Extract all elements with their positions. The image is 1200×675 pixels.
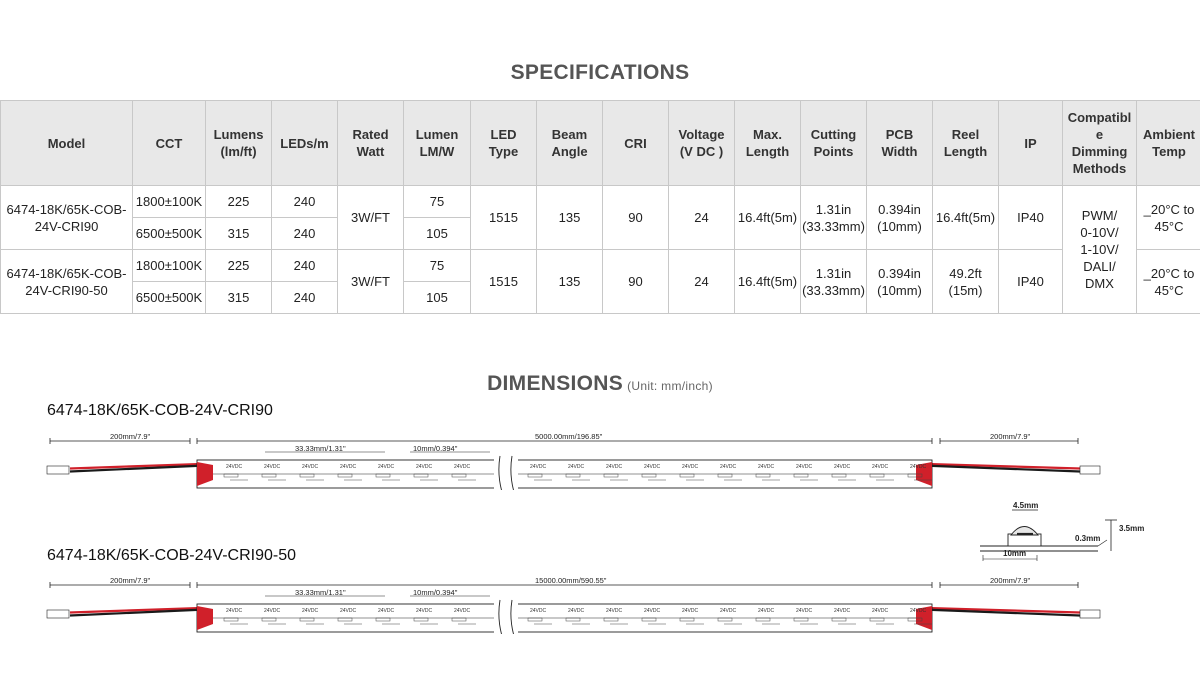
pcb-thickness-text: 0.3mm [1075,534,1101,543]
cell-voltage: 24 [669,186,735,250]
specifications-table [0,100,1200,314]
header-reel-length: Reel Length [933,101,999,186]
pcb-voltage-mark: 24VDC [910,608,927,614]
pcb-voltage-mark: 24VDC [340,464,357,470]
cell-beam-angle: 135 [537,186,603,250]
cell-cri: 90 [603,250,669,314]
strip-drawing-2 [0,572,1200,634]
header-leds: LEDs/m [272,101,338,186]
dimensions-unit: (Unit: mm/inch) [627,379,713,393]
cell-cct: 1800±100K [133,186,206,218]
pcb-voltage-mark: 24VDC [606,464,623,470]
break-gap [494,456,518,490]
pcb-voltage-mark: 24VDC [796,608,813,614]
strip-drawing-1 [0,428,1200,490]
pcb-voltage-mark: 24VDC [454,608,471,614]
pcb-voltage-mark: 24VDC [758,608,775,614]
cell-ip: IP40 [999,186,1063,250]
pcb-voltage-mark: 24VDC [644,608,661,614]
pcb-voltage-mark: 24VDC [872,608,889,614]
header-ambient-temp: Ambient Temp [1137,101,1200,186]
cell-leds: 240 [272,218,338,250]
pcb-voltage-mark: 24VDC [568,464,585,470]
wire-end-right [1080,610,1100,618]
cell-rated-watt: 3W/FT [338,250,404,314]
total-length-text: 5000.00mm/196.85" [535,432,603,441]
wire-end-left [47,466,69,474]
top-width-text: 4.5mm [1013,501,1039,510]
header-cct: CCT [133,101,206,186]
cell-model: 6474-18K/65K-COB- 24V-CRI90-50 [1,250,133,314]
cell-pcb-width: 0.394in (10mm) [867,186,933,250]
cell-cri: 90 [603,186,669,250]
pcb-voltage-mark: 24VDC [226,464,243,470]
table-row [1,186,1200,218]
pcb-voltage-mark: 24VDC [834,464,851,470]
pcb-voltage-mark: 24VDC [454,464,471,470]
cell-ambient-temp: _20°C to 45°C [1137,186,1200,250]
cell-lumens: 315 [206,218,272,250]
cell-led-type: 1515 [471,186,537,250]
cell-rated-watt: 3W/FT [338,186,404,250]
lead-right-length-text: 200mm/7.9" [990,576,1031,585]
pcb-voltage-mark: 24VDC [530,608,547,614]
cell-cutting-points: 1.31in (33.33mm) [801,186,867,250]
width-text: 10mm/0.394" [413,588,458,597]
header-model: Model [1,101,133,186]
pcb-voltage-mark: 24VDC [378,608,395,614]
cell-cct: 1800±100K [133,250,206,282]
pcb-voltage-mark: 24VDC [226,608,243,614]
cell-cct: 6500±500K [133,218,206,250]
drawing-2-model-label: 6474-18K/65K-COB-24V-CRI90-50 [47,547,297,564]
pcb-voltage-mark: 24VDC [758,464,775,470]
table-header-row [1,101,1200,186]
pcb-voltage-mark: 24VDC [264,608,281,614]
header-voltage: Voltage (V DC ) [669,101,735,186]
pcb-voltage-mark: 24VDC [340,608,357,614]
cell-leds: 240 [272,186,338,218]
pcb-voltage-mark: 24VDC [796,464,813,470]
cell-lumens: 225 [206,250,272,282]
header-cutting-points: Cutting Points [801,101,867,186]
cell-ip: IP40 [999,250,1063,314]
led-base [1008,534,1041,546]
cell-model: 6474-18K/65K-COB- 24V-CRI90 [1,186,133,250]
pcb-voltage-mark: 24VDC [606,608,623,614]
wire-end-left [47,610,69,618]
header-lumen-lmw: Lumen LM/W [404,101,471,186]
header-cri: CRI [603,101,669,186]
cell-leds: 240 [272,250,338,282]
total-length-text: 15000.00mm/590.55" [535,576,607,585]
cell-lumens: 225 [206,186,272,218]
header-dimming-methods: Compatibl e Dimming Methods [1063,101,1137,186]
pcb-width-text: 10mm [1003,549,1027,558]
cell-led-type: 1515 [471,250,537,314]
segment-length-text: 33.33mm/1.31" [295,588,346,597]
cell-pcb-width: 0.394in (10mm) [867,250,933,314]
cell-reel-length: 16.4ft(5m) [933,186,999,250]
break-gap [494,600,518,634]
header-led-type: LED Type [471,101,537,186]
lead-left-length-text: 200mm/7.9" [110,576,151,585]
cell-lumen-lmw: 75 [404,250,471,282]
pcb-voltage-mark: 24VDC [568,608,585,614]
lead-left-length-text: 200mm/7.9" [110,432,151,441]
table-row [1,250,1200,282]
cell-lumen-lmw: 105 [404,218,471,250]
specifications-title: SPECIFICATIONS [510,61,690,84]
pcb-voltage-mark: 24VDC [834,608,851,614]
cell-max-length: 16.4ft(5m) [735,186,801,250]
cell-beam-angle: 135 [537,250,603,314]
header-ip: IP [999,101,1063,186]
cell-reel-length: 49.2ft (15m) [933,250,999,314]
cell-voltage: 24 [669,250,735,314]
header-rated-watt: Rated Watt [338,101,404,186]
cell-lumens: 315 [206,282,272,314]
dimensions-title: DIMENSIONS (Unit: mm/inch) [487,372,713,395]
cell-dimming-methods: PWM/ 0-10V/ 1-10V/ DALI/ DMX [1063,186,1137,314]
header-lumens: Lumens (lm/ft) [206,101,272,186]
lead-right-length-text: 200mm/7.9" [990,432,1031,441]
pcb-voltage-mark: 24VDC [682,464,699,470]
pcb-voltage-mark: 24VDC [416,464,433,470]
pcb-voltage-mark: 24VDC [378,464,395,470]
pcb-voltage-mark: 24VDC [720,608,737,614]
header-beam-angle: Beam Angle [537,101,603,186]
pcb-voltage-mark: 24VDC [302,464,319,470]
pcb-voltage-mark: 24VDC [682,608,699,614]
pcb-voltage-mark: 24VDC [872,464,889,470]
width-text: 10mm/0.394" [413,444,458,453]
segment-length-text: 33.33mm/1.31" [295,444,346,453]
cross-section-drawing [975,498,1155,568]
wire-end-right [1080,466,1100,474]
header-pcb-width: PCB Width [867,101,933,186]
pcb-voltage-mark: 24VDC [264,464,281,470]
drawing-1-model-label: 6474-18K/65K-COB-24V-CRI90 [47,402,273,419]
pcb-voltage-mark: 24VDC [302,608,319,614]
cell-leds: 240 [272,282,338,314]
pcb-voltage-mark: 24VDC [530,464,547,470]
cell-ambient-temp: _20°C to 45°C [1137,250,1200,314]
cell-lumen-lmw: 105 [404,282,471,314]
cell-max-length: 16.4ft(5m) [735,250,801,314]
header-max-length: Max. Length [735,101,801,186]
pcb-voltage-mark: 24VDC [416,608,433,614]
height-text: 3.5mm [1119,524,1145,533]
cell-cct: 6500±500K [133,282,206,314]
pcb-voltage-mark: 24VDC [910,464,927,470]
pcb-voltage-mark: 24VDC [644,464,661,470]
pcb-voltage-mark: 24VDC [720,464,737,470]
cell-lumen-lmw: 75 [404,186,471,218]
cell-cutting-points: 1.31in (33.33mm) [801,250,867,314]
